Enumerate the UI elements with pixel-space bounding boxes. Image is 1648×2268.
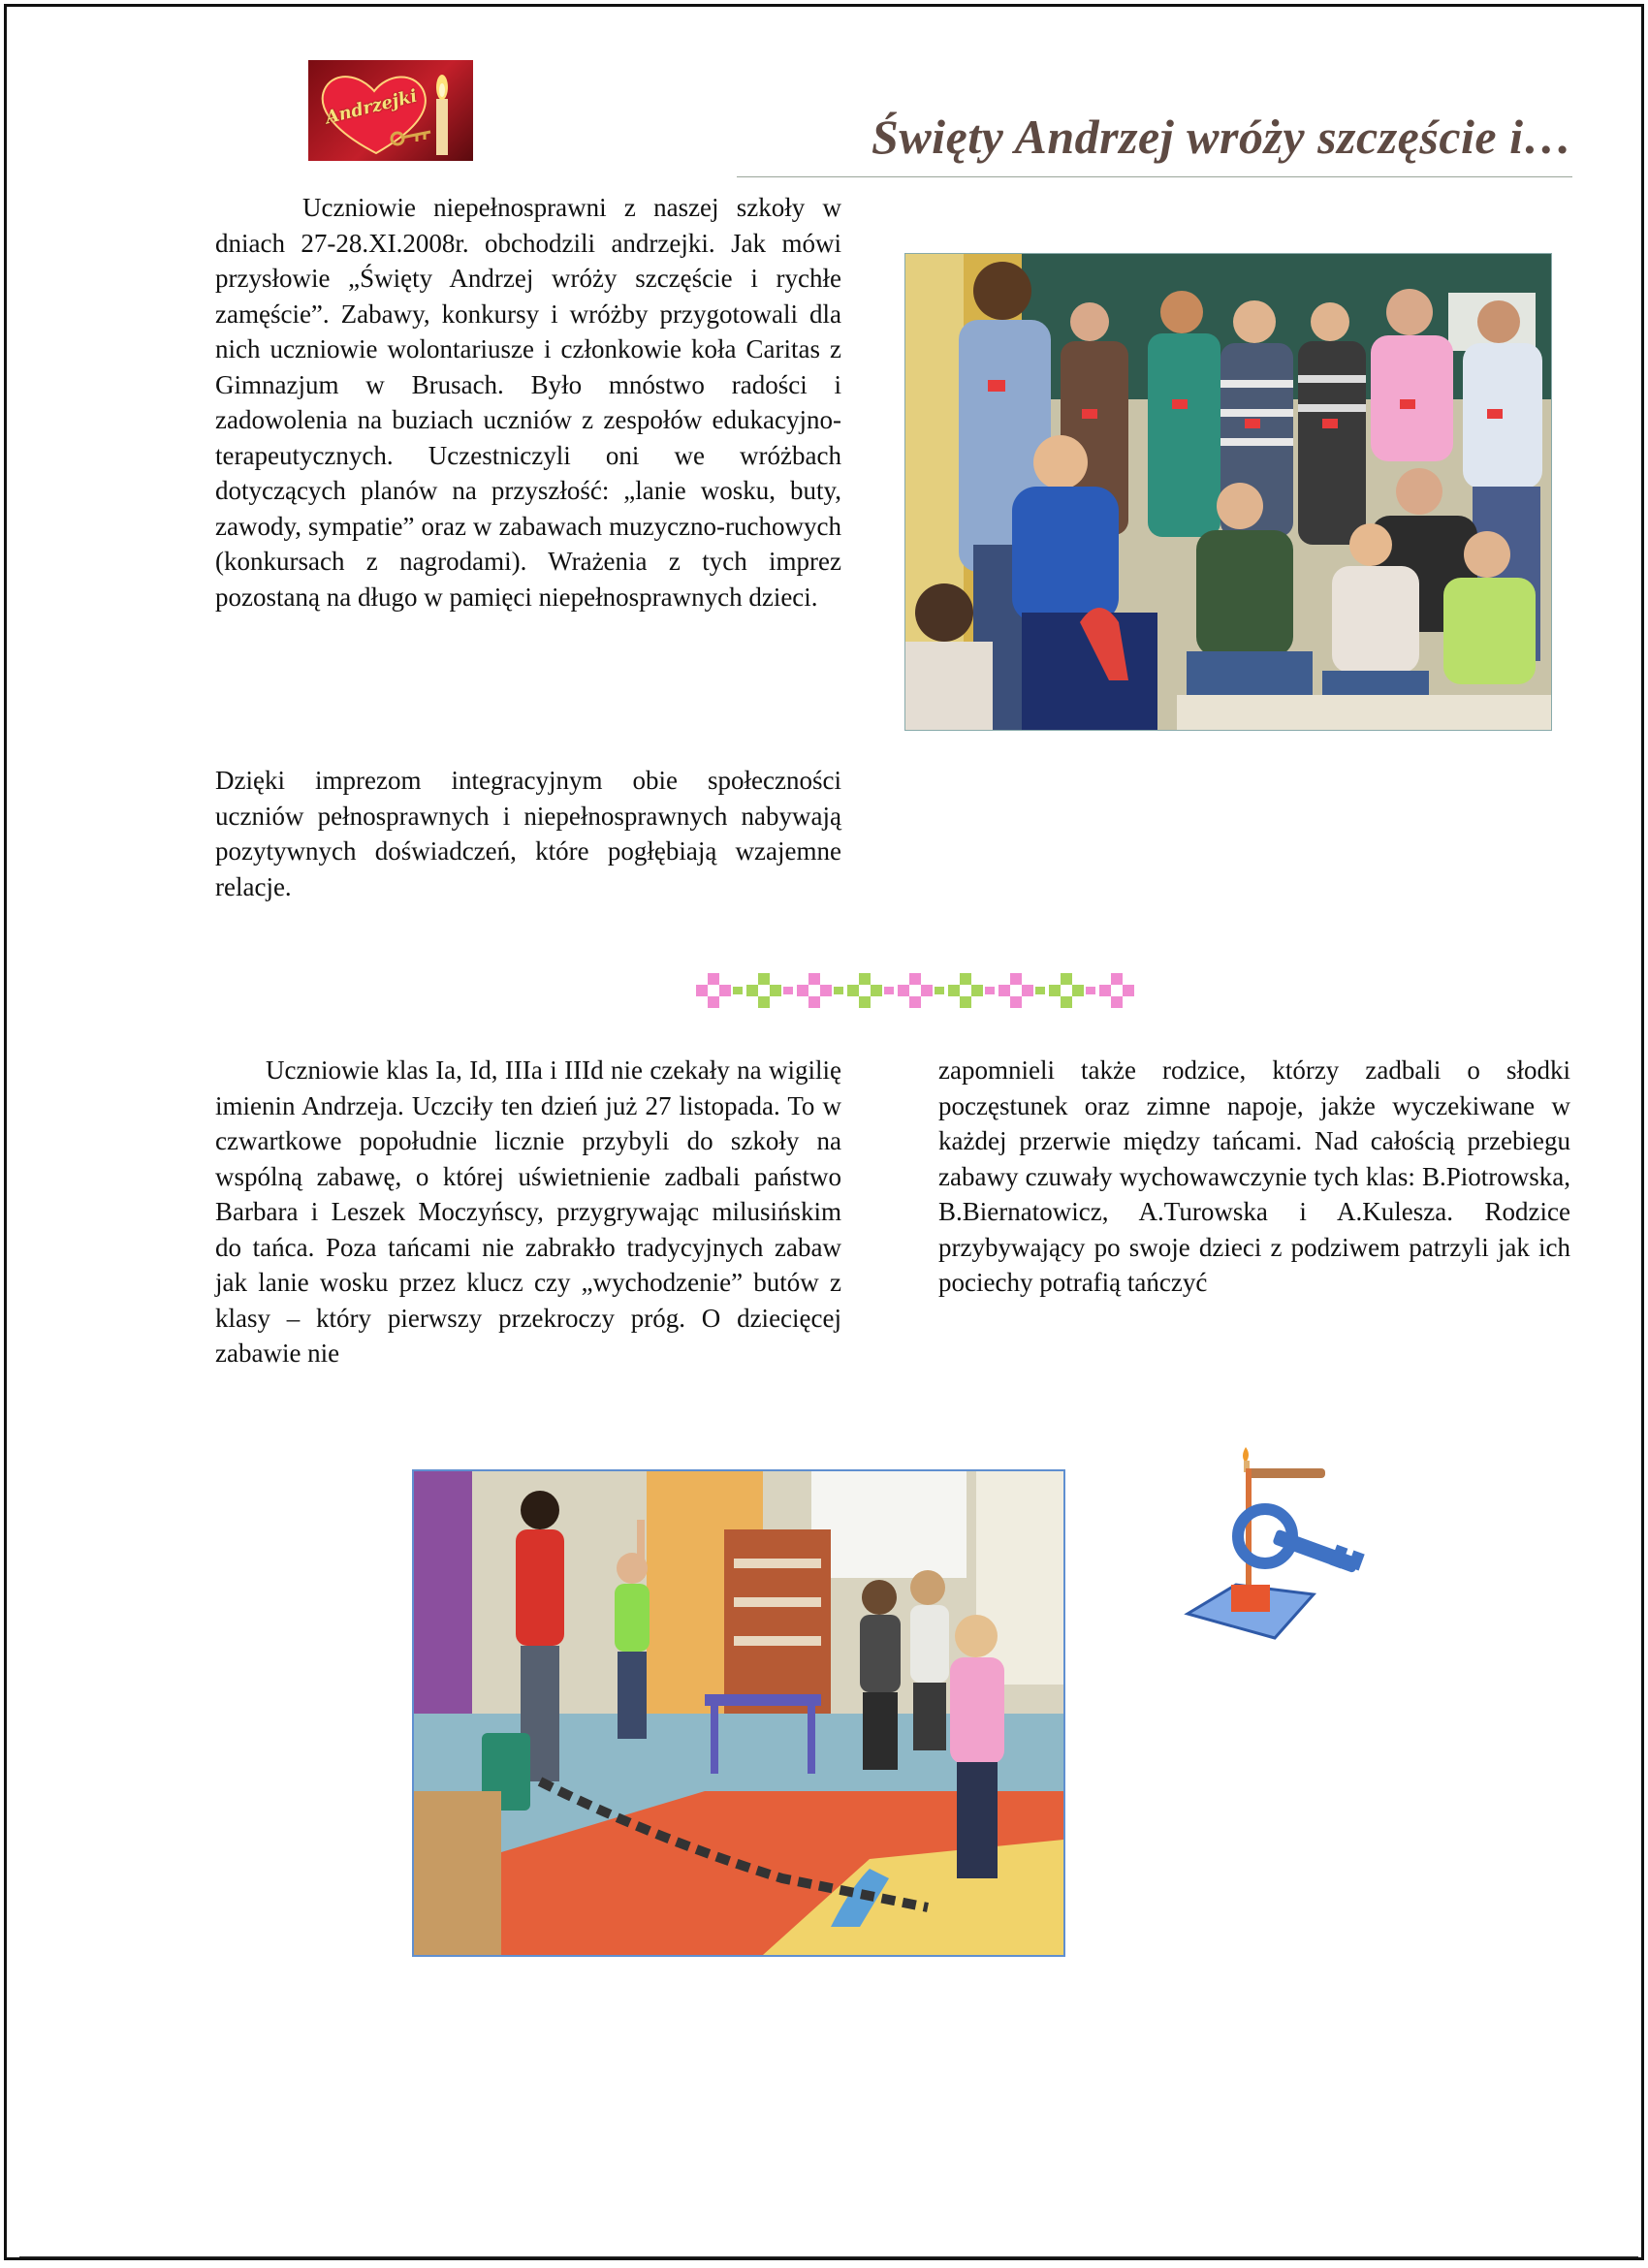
flower-petal [1022,985,1033,996]
flower-petal [859,996,871,1008]
flower-petal [1061,985,1072,996]
flower-petal [708,973,719,985]
flower-petal [1111,973,1123,985]
flower-petal [1049,985,1061,996]
flower-petal [758,973,770,985]
flower-connector [884,987,894,994]
flower-petal [1099,985,1111,996]
flower-petal [696,985,708,996]
flower-petal [808,985,820,996]
flower-petal [948,985,960,996]
flower-petal [1111,985,1123,996]
classroom-photo [412,1469,1065,1957]
paragraph-integration: Dzięki imprezom integracyjnym obie społeczności uczniów pełnosprawnych i niepełnosprawnych nabywają pozytywnych doświadczeń, które pogłębiają wzajemne relacje. [215,766,841,901]
flower-petal [758,996,770,1008]
flower-petal [960,996,971,1008]
flower-petal [859,973,871,985]
flower-petal [971,985,983,996]
flower-petal [998,985,1010,996]
flower-petal [1010,996,1022,1008]
flower-connector [1035,987,1045,994]
flower-petal [1111,996,1123,1008]
paragraph-intro: Uczniowie niepełnosprawni z naszej szkoły w dniach 27-28.XI.2008r. obchodzili andrzejki. Jak mówi przysłowie „Święty Andrzej wróży szczęście i rychłe zamęście”. Zabawy, konkursy i wróżby przygotowali dla nich uczniowie wolontariusze i członkowie koła Caritas z Gimnazjum w Brusach. Było mnóstwo radości i zadowolenia na buziach uczniów z zespołów edukacyjno-terapeutycznych. Uczestniczyli oni we wróżbach dotyczących planów na przyszłość: „lanie wosku, buty, zawody, sympatie” oraz w zabawach muzyczno-ruchowych (konkursach z nagrodami). Wrażenia z tych imprez pozostaną na długo w pamięci niepełnosprawnych dzieci. [215,193,841,612]
flower-petal [960,985,971,996]
flower-petal [909,973,921,985]
flower-petal [1123,985,1134,996]
flower-connector [935,987,944,994]
flower-petal [797,985,808,996]
flower-petal [898,985,909,996]
page-title: Święty Andrzej wróży szczęście i… [872,110,1572,164]
flower-petal [758,985,770,996]
flower-connector [733,987,743,994]
title-divider [737,176,1572,177]
flower-border-decoration [692,962,1138,1019]
flower-connector [985,987,995,994]
flower-petal [871,985,882,996]
logo-text: Andrzejki [323,85,420,129]
flower-petal [820,985,832,996]
flower-petal [708,985,719,996]
andrzejki-logo [308,60,473,161]
flower-petal [960,973,971,985]
paragraph-parents: zapomnieli także rodzice, którzy zadbali o słodki poczęstunek oraz zimne napoje, jakże wyczekiwane w każdej przerwie między tańcami. Nad całością przebiegu zabawy czuwały wychowawczynie tych klas: B.Piotrowska, B.Biernatowicz, A.Turowska i A.Kulesza. Rodzice przybywający po swoje dzieci z podziwem patrzyli jak ich pociechy potrafią tańczyć [938,1055,1570,1297]
flower-connector [1086,987,1095,994]
flower-petal [770,985,781,996]
flower-petal [921,985,933,996]
flower-petal [1061,973,1072,985]
flower-petal [909,985,921,996]
flower-connector [834,987,843,994]
flower-petal [909,996,921,1008]
flower-petal [859,985,871,996]
flower-connector [783,987,793,994]
flower-petal [1061,996,1072,1008]
key-candle-drawing [1178,1439,1372,1653]
flower-petal [746,985,758,996]
flower-petal [808,996,820,1008]
flower-petal [1010,985,1022,996]
bottom-rule [19,2256,1638,2257]
paragraph-classes: Uczniowie klas Ia, Id, IIIa i IIId nie czekały na wigilię imienin Andrzeja. Uczciły ten dzień już 27 listopada. To w czwartkowe popołudnie licznie przybyli do szkoły na wspólną zabawę, o której uświetnienie zadbali państwo Barbara i Leszek Moczyńscy, przygrywając milusińskim do tańca. Poza tańcami nie zabrakło tradycyjnych zabaw jak lanie wosku przez klucz czy „wychodzenie” butów z klasy – który pierwszy przekroczy próg. O dziecięcej zabawie nie [215,1055,841,1368]
flower-petal [808,973,820,985]
flower-petal [1010,973,1022,985]
flower-petal [719,985,731,996]
group-photo [904,253,1552,731]
flower-petal [708,996,719,1008]
flower-petal [847,985,859,996]
flower-petal [1072,985,1084,996]
